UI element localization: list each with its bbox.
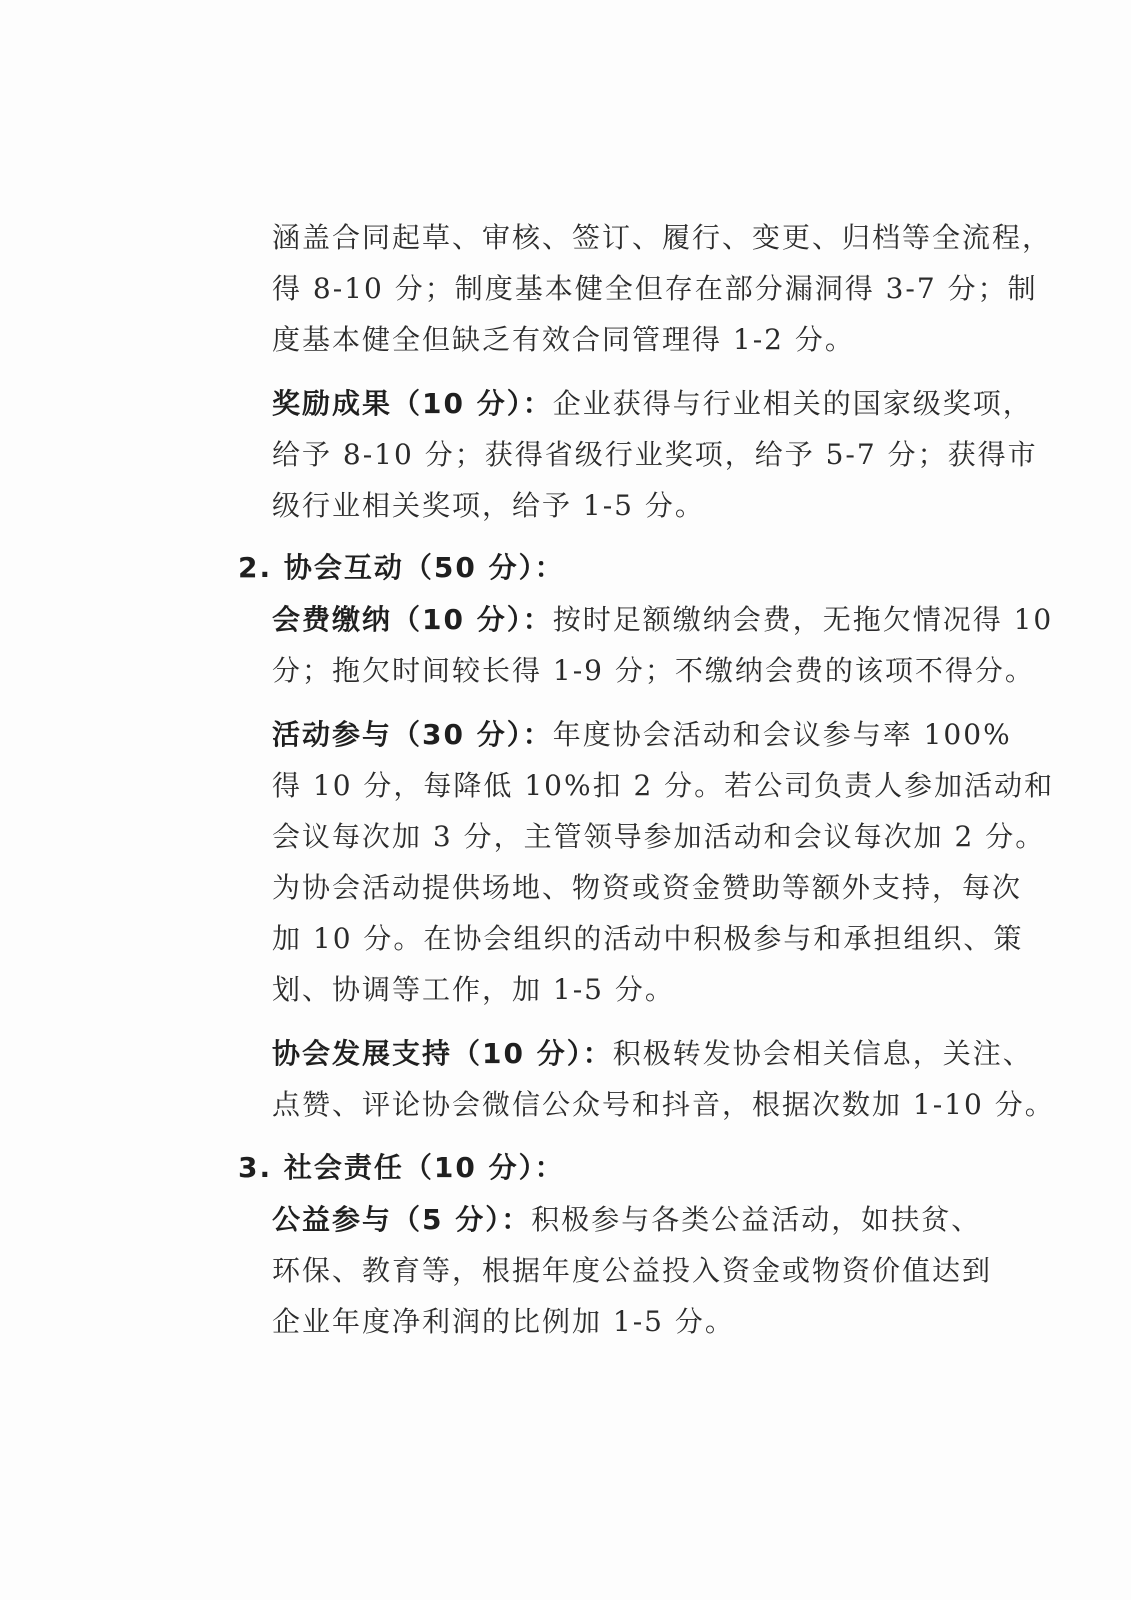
support-text: 积极转发协会相关信息，关注、 [612, 1037, 1033, 1070]
section-3-heading: 3. 社会责任（10 分）： [238, 1151, 565, 1184]
activity-line-5: 加 10 分。在协会组织的活动中积极参与和承担组织、策 [272, 922, 1024, 955]
award-text: 企业获得与行业相关的国家级奖项， [552, 387, 1033, 420]
fee-line-2: 分；拖欠时间较长得 1-9 分；不缴纳会费的该项不得分。 [272, 654, 1035, 687]
intro-line-1: 涵盖合同起草、审核、签订、履行、变更、归档等全流程， [272, 221, 1053, 254]
award-line-3: 级行业相关奖项，给予 1-5 分。 [272, 489, 705, 522]
intro-line-3: 度基本健全但缺乏有效合同管理得 1-2 分。 [272, 323, 855, 356]
activity-line-4: 为协会活动提供场地、物资或资金赞助等额外支持，每次 [272, 871, 1023, 904]
support-line-2: 点赞、评论协会微信公众号和抖音，根据次数加 1-10 分。 [272, 1088, 1055, 1121]
charity-line-2: 环保、教育等，根据年度公益投入资金或物资价值达到 [272, 1254, 993, 1287]
fee-title: 会费缴纳（10 分）： [272, 603, 553, 636]
activity-text: 年度协会活动和会议参与率 100% [552, 718, 1012, 751]
award-line-1 [272, 384, 1033, 424]
charity-title: 公益参与（5 分）： [272, 1203, 532, 1236]
activity-line-2: 得 10 分，每降低 10%扣 2 分。若公司负责人参加活动和 [272, 769, 1055, 802]
fee-text: 按时足额缴纳会费，无拖欠情况得 10 [552, 603, 1054, 636]
charity-text: 积极参与各类公益活动，如扶贫、 [531, 1203, 982, 1236]
charity-line-3: 企业年度净利润的比例加 1-5 分。 [272, 1305, 735, 1338]
activity-line-3: 会议每次加 3 分，主管领导参加活动和会议每次加 2 分。 [272, 820, 1046, 853]
fee-line-1 [272, 600, 1053, 640]
award-line-2: 给予 8-10 分；获得省级行业奖项，给予 5-7 分；获得市 [272, 438, 1038, 471]
support-line-1 [272, 1034, 1033, 1074]
section-2-heading: 2. 协会互动（50 分）： [238, 551, 565, 584]
support-title: 协会发展支持（10 分）： [272, 1037, 613, 1070]
activity-line-1 [272, 715, 1012, 755]
activity-title: 活动参与（30 分）： [272, 718, 553, 751]
award-title: 奖励成果（10 分）： [272, 387, 553, 420]
activity-line-6: 划、协调等工作，加 1-5 分。 [272, 973, 675, 1006]
intro-line-2: 得 8-10 分；制度基本健全但存在部分漏洞得 3-7 分；制 [272, 272, 1038, 305]
charity-line-1 [272, 1200, 981, 1240]
